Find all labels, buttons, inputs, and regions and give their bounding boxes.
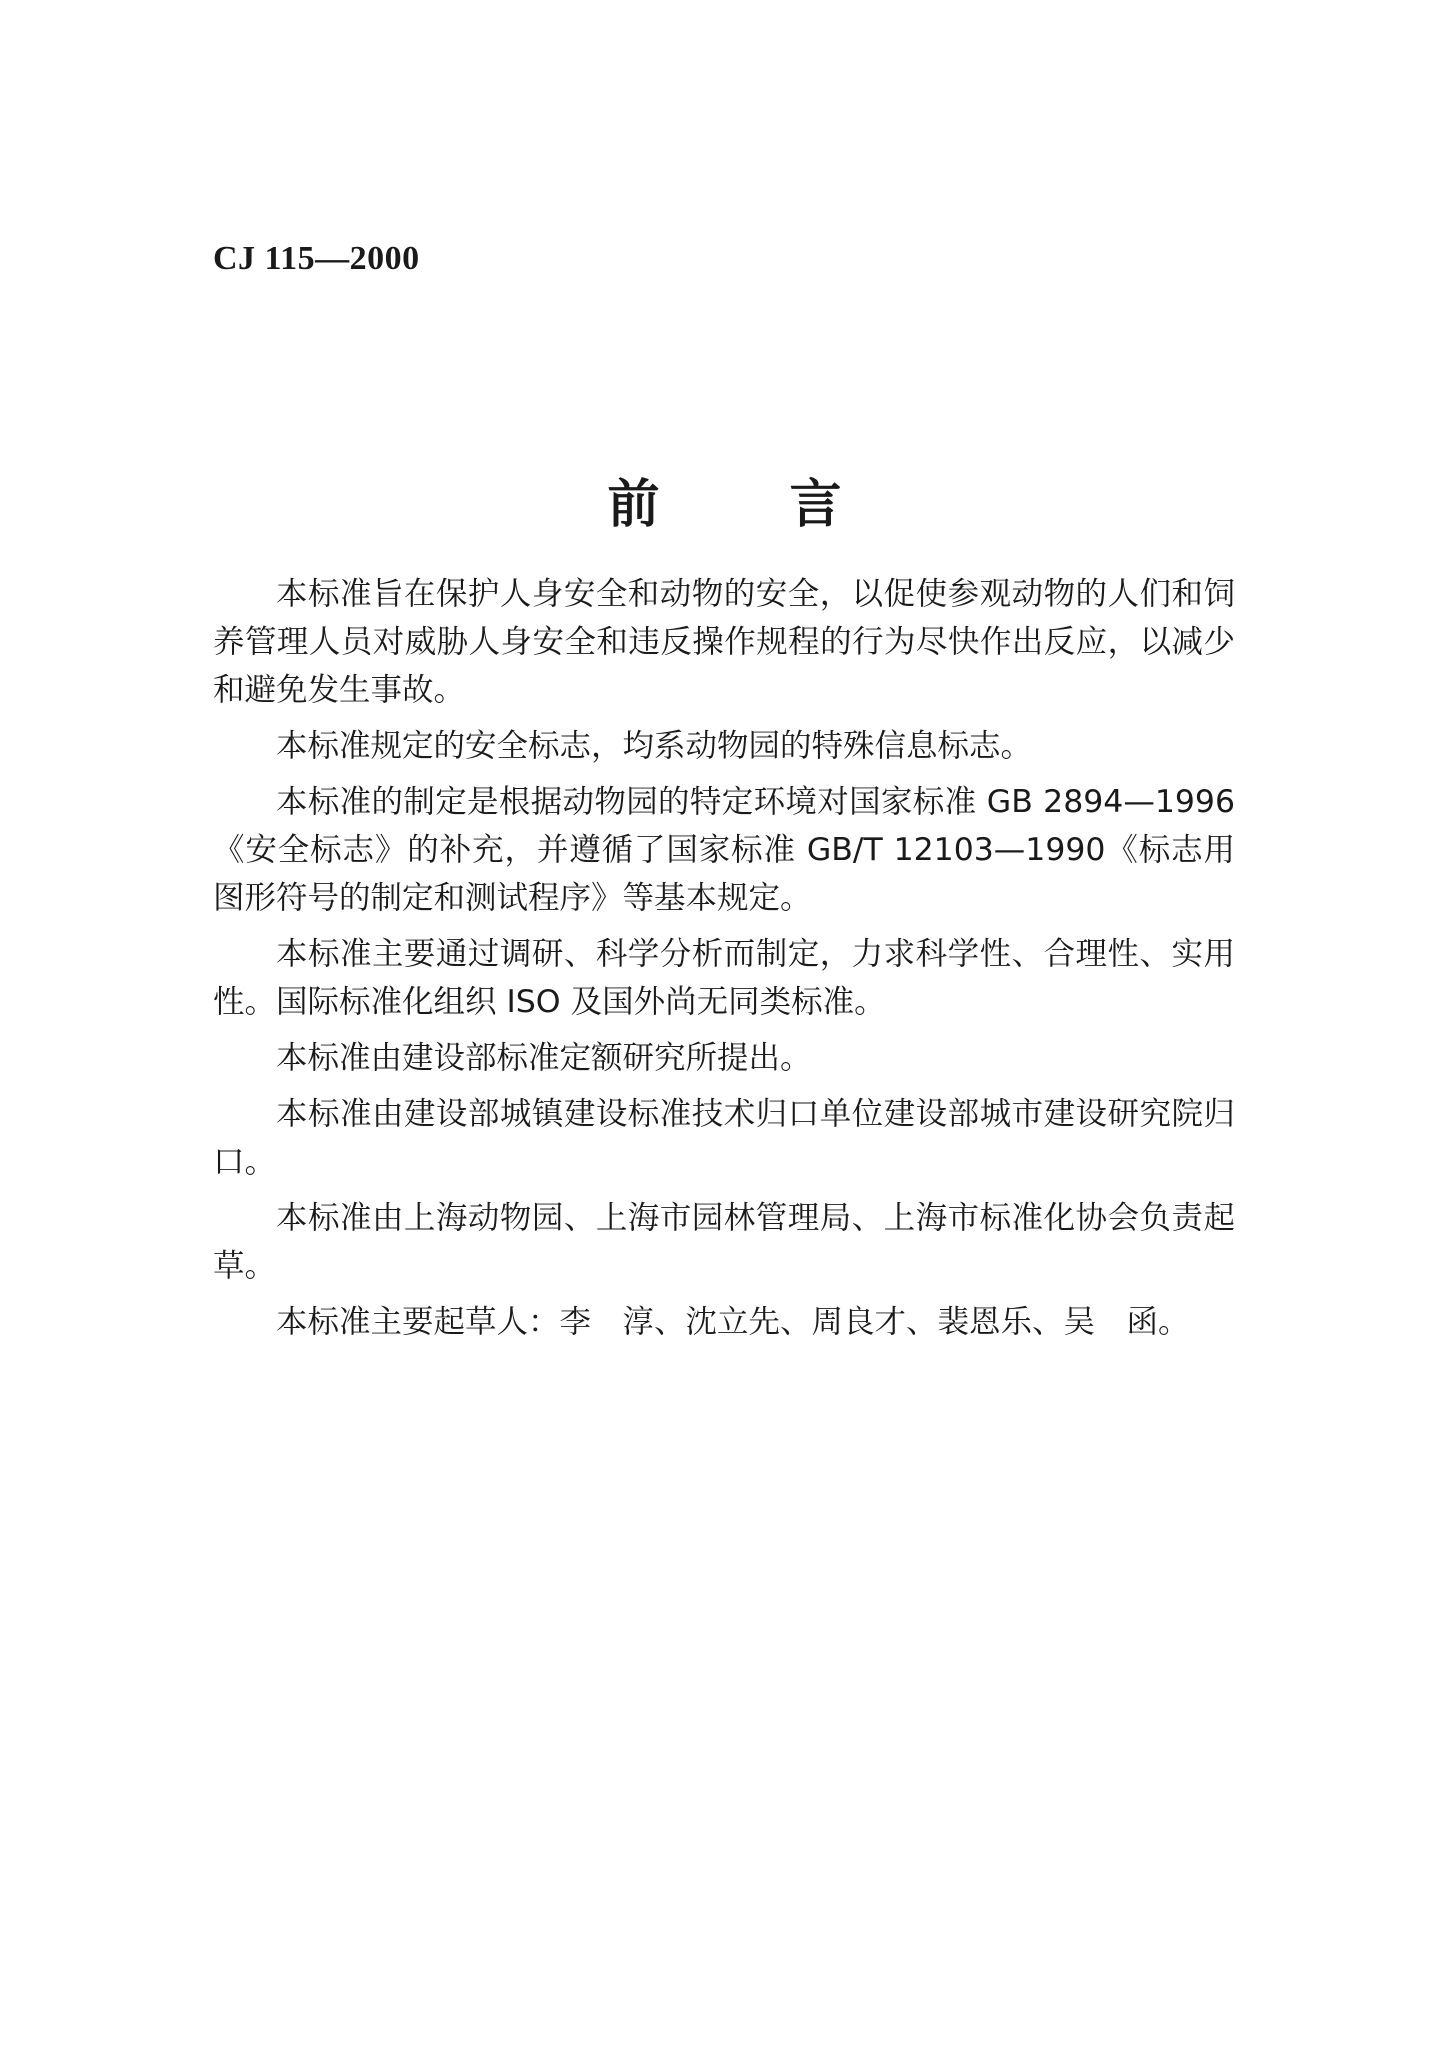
foreword-body — [213, 570, 1235, 1354]
paragraph: 本标准由上海动物园、上海市园林管理局、上海市标准化协会负责起草。 — [213, 1200, 1235, 1284]
page-title: 前言 — [607, 475, 972, 535]
paragraph: 本标准由建设部标准定额研究所提出。 — [276, 1040, 812, 1076]
paragraph: 本标准的制定是根据动物园的特定环境对国家标准 GB 2894—1996《安全标志》的补充，并遵循了国家标准 GB/T 12103—1990《标志用图形符号的制定和测试程序》等基本规定。 — [213, 784, 1235, 916]
paragraph: 本标准主要通过调研、科学分析而制定，力求科学性、合理性、实用性。国际标准化组织 ISO 及国外尚无同类标准。 — [213, 936, 1235, 1020]
standard-code: CJ 115—2000 — [213, 240, 420, 277]
paragraph: 本标准旨在保护人身安全和动物的安全，以促使参观动物的人们和饲养管理人员对威胁人身安全和违反操作规程的行为尽快作出反应，以减少和避免发生事故。 — [213, 576, 1235, 708]
paragraph: 本标准主要起草人：李 淳、沈立先、周良才、裴恩乐、吴 函。 — [276, 1304, 1190, 1340]
paragraph: 本标准规定的安全标志，均系动物园的特殊信息标志。 — [276, 728, 1033, 764]
paragraph: 本标准由建设部城镇建设标准技术归口单位建设部城市建设研究院归口。 — [213, 1096, 1235, 1180]
